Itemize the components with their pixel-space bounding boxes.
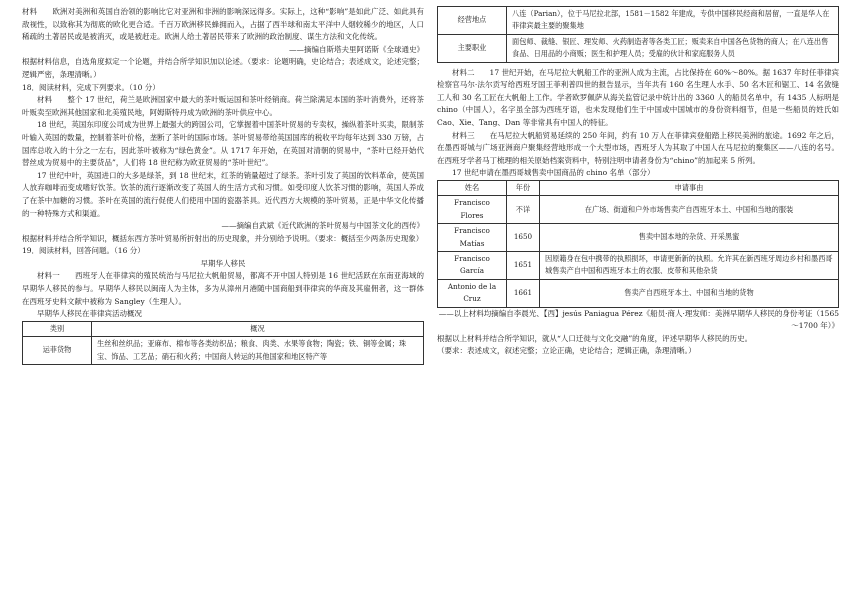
essay-task: 根据材料信息，自选角度拟定一个论题，并结合所学知识加以论述。（要求：论题明确，史论结合；表述成文，论述完整；逻辑严密，条理清晰。） — [22, 57, 424, 79]
table-row — [438, 7, 839, 35]
activity-table-continued — [437, 6, 839, 63]
table-caption: 早期华人移民在菲律宾活动概况 — [37, 309, 142, 319]
table-row — [438, 252, 839, 280]
list-cell-year: 不详 — [507, 196, 540, 224]
list-header-reason: 申请事由 — [540, 180, 839, 195]
table-cell-overview: 八连（Parian），位于马尼拉北部，1581－1582 年建成，专供中国移民经商和居留，一直是华人在菲律宾最主要的聚集地 — [507, 7, 839, 35]
table-header-overview: 概况 — [92, 321, 424, 336]
chino-list-table — [437, 180, 839, 308]
q19-material-2: 材料二 17 世纪开始，在马尼拉大帆船工作的亚洲人成为主流，占比保持在 60%～80%。据 1637 年时任菲律宾检察官马尔·法尔贡写给西班牙国王菲利普四世的报告显示，当年共有 160 名生理人水手、50 名木匠和锯工、14 名敛缝工人和 30 名工匠在大帆船上工作。学者欧罗佩萨从海关监管记录中统计出的 3360 人的船员名单中，有 1435 人标明是 chino（中国人），名字虽全部为西班牙语，也未发现他们生于中国或中国城市的身份资料细节，但是一些船员的姓氏如 Cao、Xie、Tang、Dan 等非常具有中国人的特征。 — [437, 67, 839, 127]
q18-source: ——摘编自武斌《近代欧洲的茶叶贸易与中国茶文化的西传》 — [221, 221, 424, 231]
table-row — [438, 34, 839, 62]
list-header-year: 年份 — [507, 180, 540, 195]
table-header-category: 类别 — [23, 321, 92, 336]
table-cell-category: 经营地点 — [438, 7, 507, 35]
q18-task: 根据材料并结合所学知识，概括东西方茶叶贸易所折射出的历史现象，并分别给予说明。（要求：概括至少两条历史现象） — [22, 233, 424, 243]
q18-title: 18．阅读材料，完成下列要求。（10 分） — [22, 82, 160, 92]
activity-table — [22, 321, 424, 365]
list-cell-year: 1650 — [507, 224, 540, 252]
list-caption: 17 世纪申请在墨西哥城售卖中国商品的 chino 名单（部分） — [452, 168, 655, 178]
q18-material-p2: 18 世纪，英国东印度公司成为世界上最强大的跨国公司，它掌握着中国茶叶贸易的专卖权，操纵着茶叶买卖，限制茶叶输入英国的数量，控制着茶叶价格，垄断了茶叶的国际市场。茶叶贸易带给英国国库的税收平均每年达到 330 万镑，占国库总收入的十分之一左右，因此茶叶被称为“绿色黄金”。从 1717 年开始，在英国对清朝的贸易中，“茶叶已经开始代替丝成为贸易中的主要货品”，人们将 18 世纪称为欧亚贸易的“茶叶世纪”。 — [22, 120, 424, 168]
list-cell-year: 1661 — [507, 279, 540, 307]
q19-material-3: 材料三 在马尼拉大帆船贸易延续的 250 年间，约有 10 万人在菲律宾登船踏上移民美洲的旅途。1692 年之后，在墨西哥城与广场亚洲商户聚集经营地形成一个大型市场，西班牙人为其取了中国人在马尼拉的聚集区——八连的名号。在西班牙学者马丁梳理的相关原始档案资料中，特别注明申请者身份为“chino”的加起来 5 所列。 — [437, 130, 839, 165]
list-cell-reason: 因原籍身在包中携带的执照损坏，申请更新新的执照。允许其在新西班牙周边乡村和墨西哥城售卖产自中国和西班牙本土的衣服、皮带和其他杂货 — [540, 252, 839, 280]
table-row — [23, 337, 424, 365]
list-source: ——以上材料均摘编自李晨光、【西】jesús Paniagua Pérez《船员·商人·理发师：美洲早期华人移民的身份考证（1565～1700 年）》 — [438, 308, 839, 331]
table-row — [438, 196, 839, 224]
table-row — [438, 224, 839, 252]
list-cell-reason: 在广场、街道和户外市场售卖产自西班牙本土、中国和当地的服装 — [540, 196, 839, 224]
list-cell-reason: 售卖中国本地的杂货、开采黑蜜 — [540, 224, 839, 252]
list-cell-name: Francisco Flores — [438, 196, 507, 224]
q18-material-p3: 17 世纪中叶，英国进口的大多是绿茶，到 18 世纪末，红茶的销量超过了绿茶。茶叶引发了英国的饮料革命，使英国人放弃咖啡而变成嗜好饮茶。饮茶的流行逐渐改变了英国人的生活方式和习惯。如受印度人饮茶习惯的影响，英国人养成了在茶中加糖的习惯。茶叶在英国的流行促使人们使用中国的瓷器茶具。近代西方大规模的茶叶贸易，正是中华文化传播的一种特殊方式和渠道。 — [22, 170, 424, 218]
list-cell-name: Antonio de la Cruz — [438, 279, 507, 307]
list-cell-year: 1651 — [507, 252, 540, 280]
q19-task: 根据以上材料并结合所学知识，就从“人口迁徙与文化交融”的角度，评述早期华人移民的历史。 — [437, 333, 753, 343]
list-cell-name: Francisco Matías — [438, 224, 507, 252]
q19-heading: 早期华人移民 — [200, 258, 246, 268]
table-row — [438, 279, 839, 307]
table-cell-category: 运菲货物 — [23, 337, 92, 365]
table-cell-overview: 生丝和丝织品；亚麻布、棉布等各类纺织品；粮食、肉类、水果等食物；陶瓷；铁、铜等金属；珠宝、饰品、工艺品；硝石和火药；中国商人转运的其他国家和地区特产等 — [92, 337, 424, 365]
list-cell-name: Francisco García — [438, 252, 507, 280]
right-column — [437, 6, 839, 358]
table-cell-category: 主要职业 — [438, 34, 507, 62]
q19-title: 19．阅读材料，回答问题。（16 分） — [22, 246, 145, 256]
left-column — [22, 6, 424, 365]
list-header-name: 姓名 — [438, 180, 507, 195]
essay-source: ——摘编自斯塔夫里阿诺斯《全球通史》 — [289, 44, 424, 54]
essay-material: 材料 欧洲对美洲和英国自治领的影响比它对亚洲和非洲的影响深远得多。实际上，这种“影响”是如此广泛、如此具有敌视性，以致称其为彻底的欧化更合适。千百万欧洲移民蜂拥而入，占据了西半球和南太平洋中人烟较稀少的地区，人口稀疏的土著居民或是被消灭，或是被赶走。欧洲人给土著居民带来了欧洲的政治制度、谋生方法和文化传统。 — [22, 7, 424, 42]
q19-material-1: 材料一 西班牙人在菲律宾的殖民统治与马尼拉大帆船贸易，都离不开中国人特别是 16 世纪活跃在东南亚海域的早期华人移民的参与。早期华人移民以闽南人为主体，多为从漳州月港随中国商船到菲律宾的华商及其雇佣者，这一群体在西班牙史料文献中被称为 Sangley（生理人）。 — [22, 271, 424, 306]
table-cell-overview: 面包师、裁缝、银匠、理发师、火药制造者等各类工匠；贩卖来自中国各色货物的商人；在八连出售食品、日用品的小商贩；医生和护理人员；受雇的伙计和家庭服务人员 — [507, 34, 839, 62]
list-cell-reason: 售卖产自西班牙本土、中国和当地的货物 — [540, 279, 839, 307]
q18-material-p1: 材料 整个 17 世纪，荷兰是欧洲国家中最大的茶叶贩运国和茶叶经销商。荷兰除满足本国的茶叶消费外，还将茶叶贩卖至欧洲其他国家和北美殖民地，阿姆斯特丹成为欧洲的茶叶供应中心。 — [22, 95, 424, 117]
q19-task-requirements: （要求：表述成文，叙述完整；立论正确，史论结合；逻辑正确，条理清晰。） — [437, 346, 696, 356]
